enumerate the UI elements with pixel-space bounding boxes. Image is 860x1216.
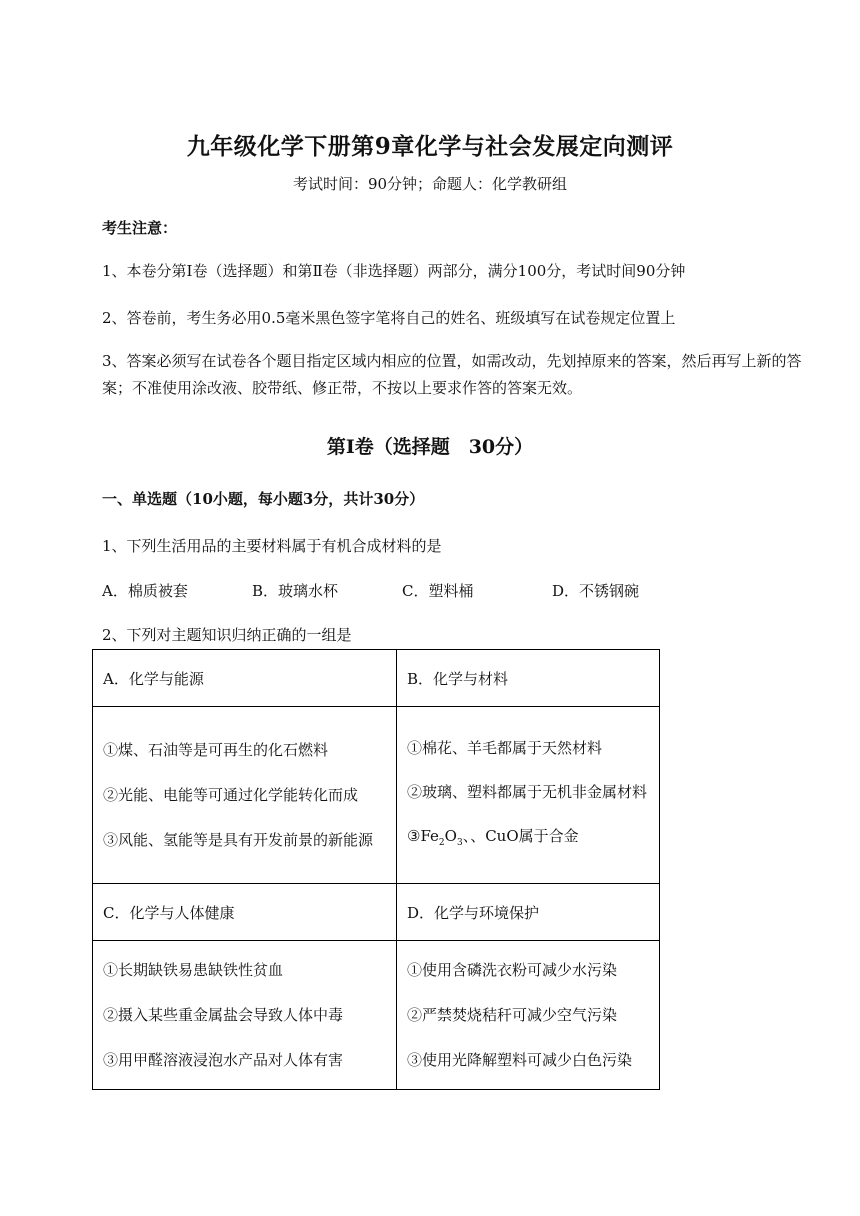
table-item: ②摄入某些重金属盐会导致人体中毒: [103, 1005, 344, 1024]
formula-text: 、、CuO属于合金: [462, 826, 579, 845]
table-item: ③使用光降解塑料可减少白色污染: [407, 1050, 633, 1069]
part-heading: 一、单选题（10小题，每小题3分，共计30分）: [102, 490, 425, 508]
table-item: ③风能、氢能等是具有开发前景的新能源: [103, 830, 374, 849]
table-item: ③用甲醛溶液浸泡水产品对人体有害: [103, 1050, 344, 1069]
formula-subscript: 3: [456, 837, 463, 848]
table-cell-a-items: [93, 707, 397, 884]
formula-text: O: [444, 826, 457, 845]
table-item: ②严禁焚烧秸秆可减少空气污染: [407, 1005, 618, 1024]
notice-heading: 考生注意：: [102, 219, 178, 237]
table-cell-a-header: A．化学与能源: [93, 650, 397, 707]
table-item: ①煤、石油等是可再生的化石燃料: [103, 740, 329, 759]
knowledge-table: [92, 649, 660, 1090]
question-2-stem: 2、下列对主题知识归纳正确的一组是: [102, 626, 352, 644]
table-cell-d-items: [397, 941, 660, 1090]
table-cell-d-header: D．化学与环境保护: [397, 884, 660, 941]
section-title: 第Ⅰ卷（选择题 30分）: [326, 436, 534, 458]
table-cell-c-items: [93, 941, 397, 1090]
notice-item: 3、答案必须写在试卷各个题目指定区域内相应的位置，如需改动，先划掉原来的答案，然后再写上新的答案；不准使用涂改液、胶带纸、修正带，不按以上要求作答的答案无效。: [102, 352, 802, 397]
table-item: ②玻璃、塑料都属于无机非金属材料: [407, 782, 648, 801]
exam-subtitle: 考试时间：90分钟；命题人：化学教研组: [292, 175, 568, 193]
question-1-option-a: A．棉质被套: [102, 582, 188, 600]
exam-title: 九年级化学下册第9章化学与社会发展定向测评: [186, 133, 674, 160]
formula-text: ③Fe: [407, 826, 439, 845]
question-1-option-d: D．不锈钢碗: [552, 582, 640, 600]
table-item: ②光能、电能等可通过化学能转化而成: [103, 785, 359, 804]
question-1-option-c: C．塑料桶: [402, 582, 474, 600]
formula-subscript: 2: [438, 837, 445, 848]
table-item: ①棉花、羊毛都属于天然材料: [407, 738, 603, 757]
table-item: ①使用含磷洗衣粉可减少水污染: [407, 960, 618, 979]
question-1-option-b: B．玻璃水杯: [252, 582, 339, 600]
table-item: ①长期缺铁易患缺铁性贫血: [103, 960, 284, 979]
table-item: [407, 814, 649, 865]
notice-item: 2、答卷前，考生务必用0.5毫米黑色签字笔将自己的姓名、班级填写在试卷规定位置上: [102, 309, 676, 327]
table-cell-b-header: B．化学与材料: [397, 650, 660, 707]
table-cell-b-items: [397, 707, 660, 884]
notice-item: 1、本卷分第Ⅰ卷（选择题）和第Ⅱ卷（非选择题）两部分，满分100分，考试时间90分钟: [102, 262, 686, 280]
question-1-stem: 1、下列生活用品的主要材料属于有机合成材料的是: [102, 537, 442, 555]
table-cell-c-header: C．化学与人体健康: [93, 884, 397, 941]
